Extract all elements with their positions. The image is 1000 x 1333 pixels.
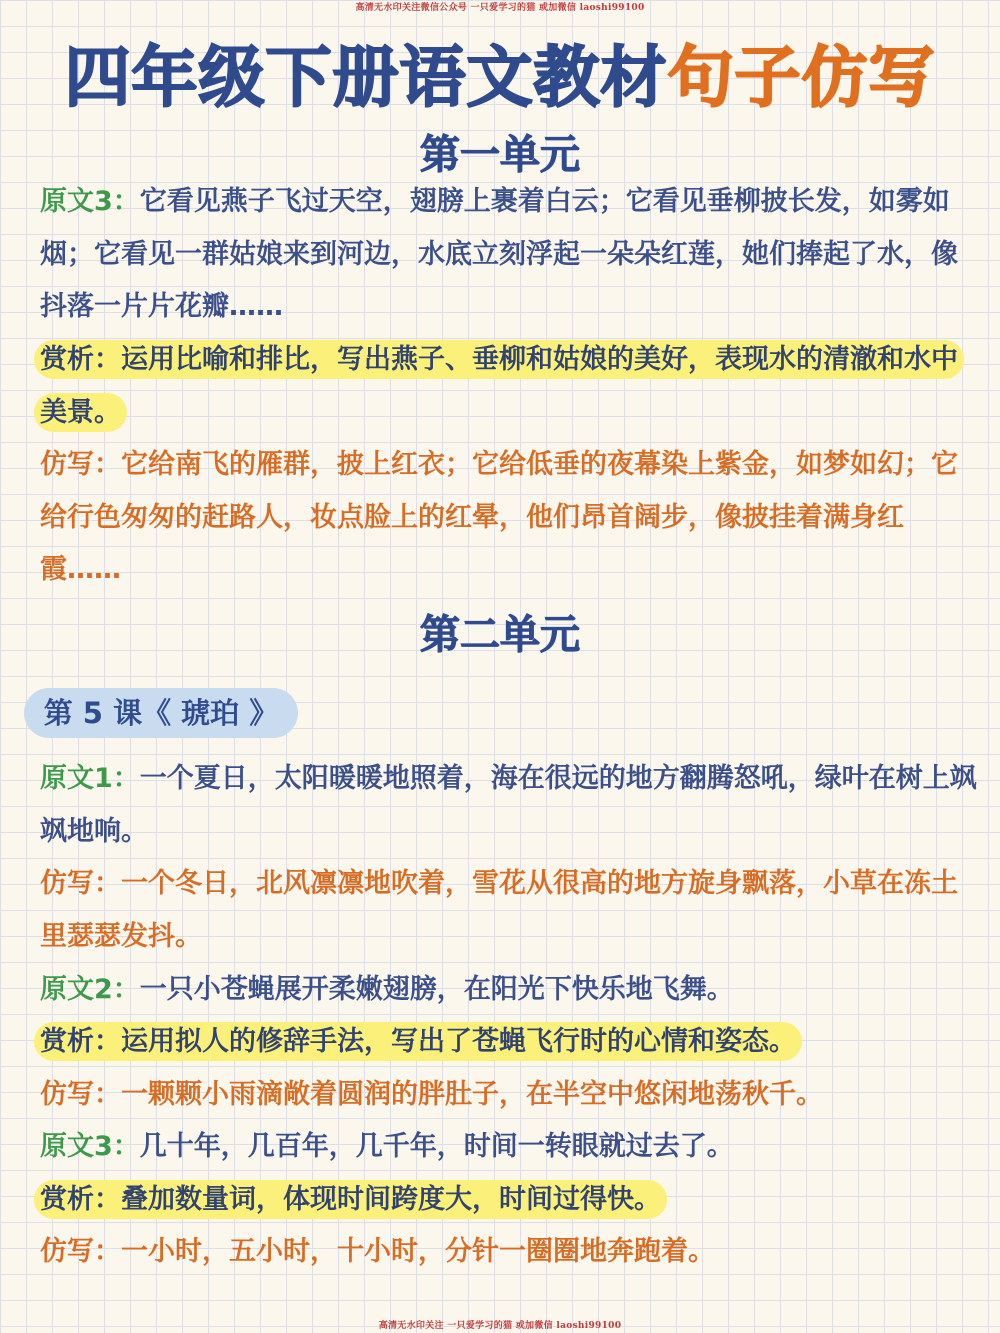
unit2-analysis-3 [40, 1174, 980, 1227]
unit2-imitation-1-label: 仿写： [40, 868, 121, 899]
unit2-analysis-2-highlight [34, 1022, 802, 1061]
unit2-original-2-text: 一只小苍蝇展开柔嫩翅膀，在阳光下快乐地飞舞。 [139, 974, 734, 1005]
lesson-pill: 第 5 课《 琥珀 》 [24, 688, 298, 738]
page-title-part2: 句子仿写 [667, 39, 936, 116]
unit2-original-3-label: 原文3： [40, 1131, 140, 1162]
watermark-top: 高清无水印关注微信公众号 一只爱学习的猫 或加微信 laoshi99100 [355, 3, 645, 13]
page-title-part1: 四年级下册语文教材 [64, 39, 668, 116]
unit1-analysis-highlight [34, 340, 964, 432]
unit2-original-3 [40, 1121, 980, 1174]
unit2-imitation-3-label: 仿写： [40, 1236, 121, 1267]
unit2-analysis-2-label: 赏析： [40, 1026, 121, 1057]
unit1-original-3-text: 它看见燕子飞过天空，翅膀上裹着白云；它看见垂柳披长发，如雾如烟；它看见一群姑娘来到河边，水底立刻浮起一朵朵红莲，她们捧起了水，像抖落一片片花瓣…… [40, 186, 958, 322]
unit2-imitation-2 [40, 1069, 980, 1122]
unit2-original-2-label: 原文2： [40, 974, 140, 1005]
unit2-analysis-3-highlight [34, 1180, 667, 1219]
unit2-original-1-label: 原文1： [40, 763, 140, 794]
unit2-heading: 第二单元 [420, 612, 580, 658]
unit1-heading: 第一单元 [420, 132, 580, 178]
unit2-analysis-2 [40, 1016, 980, 1069]
unit2-imitation-2-text: 一颗颗小雨滴敞着圆润的胖肚子，在半空中悠闲地荡秋千。 [121, 1079, 823, 1110]
watermark-bottom: 高清无水印关注 一只爱学习的猫 或加微信 laoshi99100 [378, 1321, 622, 1331]
unit2-original-3-text: 几十年，几百年，几千年，时间一转眼就过去了。 [139, 1131, 734, 1162]
unit2-analysis-2-text: 运用拟人的修辞手法，写出了苍蝇飞行时的心情和姿态。 [121, 1026, 796, 1057]
unit2-analysis-3-label: 赏析： [40, 1184, 121, 1215]
unit1-analysis-label: 赏析： [40, 344, 121, 375]
unit2-analysis-3-text: 叠加数量词，体现时间跨度大，时间过得快。 [121, 1184, 661, 1215]
unit2-imitation-1-text: 一个冬日，北风凛凛地吹着，雪花从很高的地方旋身飘落，小草在冻土里瑟瑟发抖。 [40, 868, 958, 952]
page-title [0, 38, 1000, 118]
unit2-imitation-3 [40, 1226, 980, 1279]
unit2-original-2 [40, 964, 980, 1017]
unit2-imitation-2-label: 仿写： [40, 1079, 121, 1110]
unit1-original-3-label: 原文3： [40, 186, 140, 217]
unit1-analysis [40, 334, 980, 439]
unit1-imitation [40, 439, 980, 597]
unit2-original-1-text: 一个夏日，太阳暖暖地照着，海在很远的地方翻腾怒吼，绿叶在树上飒飒地响。 [40, 763, 977, 847]
unit1-analysis-text: 运用比喻和排比，写出燕子、垂柳和姑娘的美好，表现水的清澈和水中美景。 [40, 344, 958, 428]
unit2-imitation-3-text: 一小时，五小时，十小时，分针一圈圈地奔跑着。 [121, 1236, 715, 1267]
unit1-imitation-label: 仿写： [40, 449, 121, 480]
unit2-original-1 [40, 753, 980, 858]
unit2-imitation-1 [40, 858, 980, 963]
unit1-original-3 [40, 176, 980, 334]
unit1-imitation-text: 它给南飞的雁群，披上红衣；它给低垂的夜幕染上紫金，如梦如幻；它给行色匆匆的赶路人，妆点脸上的红晕，他们昂首阔步，像披挂着满身红霞…… [40, 449, 958, 585]
